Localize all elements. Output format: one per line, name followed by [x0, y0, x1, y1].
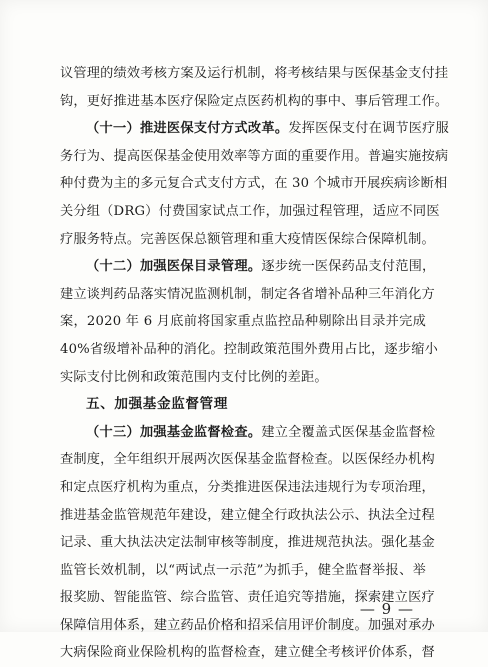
text-line: 40%省级增补品种的消化。控制政策范围外费用占比，逐步缩小	[60, 341, 438, 357]
text-line: 务行为、提高医保基金使用效率等方面的重要作用。普遍实施按病	[60, 148, 449, 164]
item-12-heading: （十二）加强医保目录管理。	[86, 259, 262, 275]
text-line: 保障信用体系，建立药品价格和招采信用评价制度。加强对承办	[60, 617, 435, 633]
text-segment: 逐步统一医保药品支付范围，	[261, 259, 436, 275]
text-line: 推进基金监管规范年建设，建立健全行政执法公示、执法全过程	[60, 507, 435, 523]
document-body	[60, 60, 449, 667]
text-line: 议管理的绩效考核方案及运行机制，将考核结果与医保基金支付挂	[60, 66, 449, 81]
item-13-fund-supervision	[60, 419, 436, 667]
text-line: 查制度，全年组织开展两次医保基金监督检查。以医保经办机构	[60, 452, 435, 468]
paragraph-continuation	[60, 60, 449, 115]
item-11-payment-reform	[60, 115, 449, 253]
section-5-heading: 五、加强基金监督管理	[86, 396, 228, 413]
page-number: — 9 —	[359, 600, 414, 618]
text-line: 大病保险商业保险机构的监督检查，建立健全考核评价体系，督	[60, 645, 435, 661]
text-line: 实际支付比例和政策范围内支付比例的差距。	[60, 369, 328, 385]
text-line: 报奖励、智能监管、综合监管、责任追究等措施，探索建立医疗	[60, 590, 435, 606]
text-line: 和定点医疗机构为重点，分类推进医保违法违规行为专项治理，	[60, 479, 435, 495]
text-line: 钩，更好推进基本医疗保险定点医药机构的事中、事后管理工作。	[60, 93, 449, 109]
text-line: 记录、重大执法决定法制审核等制度，推进规范执法。强化基金	[60, 535, 435, 551]
text-line: 疗服务特点。完善医保总额管理和重大疫情医保综合保障机制。	[60, 231, 435, 247]
text-segment: 建立全覆盖式医保基金监督检	[261, 424, 436, 440]
text-line	[60, 253, 436, 281]
item-12-catalog-management	[60, 253, 438, 391]
text-line	[60, 115, 449, 143]
text-line: 建立谈判药品落实情况监测机制，制定各省增补品种三年消化方	[60, 286, 435, 302]
text-segment: 发挥医保支付在调节医疗服	[288, 121, 449, 137]
text-line	[60, 419, 436, 447]
text-line: 关分组（DRG）付费国家试点工作，加强过程管理，适应不同医	[60, 203, 440, 219]
text-line: 案，2020 年 6 月底前将国家重点监控品种剔除出目录并完成	[60, 314, 426, 330]
item-11-heading: （十一）推进医保支付方式改革。	[86, 121, 289, 137]
item-13-heading: （十三）加强基金监督检查。	[86, 424, 262, 440]
text-line: 种付费为主的多元复合式支付方式，在 30 个城市开展疾病诊断相	[60, 176, 448, 192]
text-line: 监管长效机制，以“两试点一示范”为抓手，健全监督举报、举	[60, 562, 426, 578]
